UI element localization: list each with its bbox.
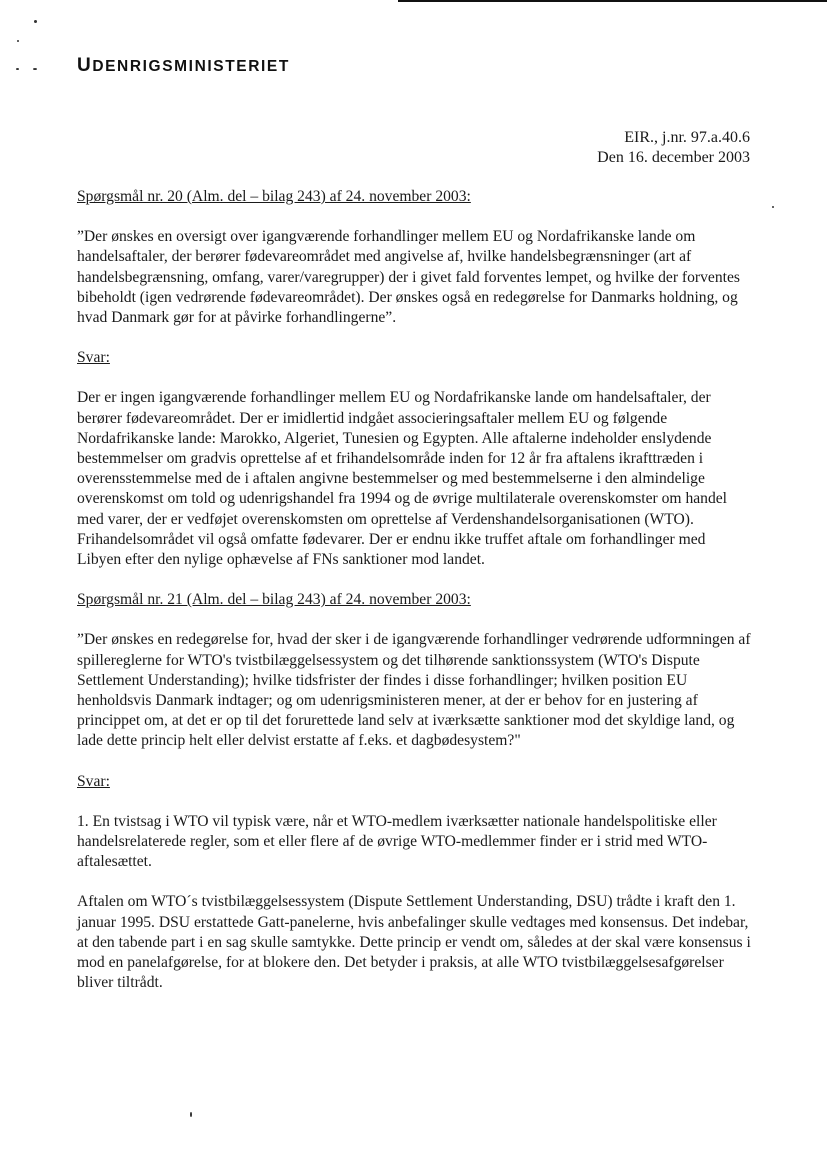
scan-speck xyxy=(33,68,37,70)
reference-block xyxy=(597,128,750,168)
question-21-heading: Spørgsmål nr. 21 (Alm. del – bilag 243) af 24. november 2003: xyxy=(77,591,471,609)
ministry-name xyxy=(77,55,290,77)
ministry-initial: U xyxy=(77,55,93,76)
reference-number: EIR., j.nr. 97.a.40.6 xyxy=(624,129,750,146)
top-border-line xyxy=(398,0,827,2)
scan-speck xyxy=(17,40,19,42)
scan-speck xyxy=(772,206,774,208)
document-body xyxy=(77,187,752,1014)
question-20-heading: Spørgsmål nr. 20 (Alm. del – bilag 243) af 24. november 2003: xyxy=(77,188,471,205)
scan-speck xyxy=(16,68,19,70)
document-date: Den 16. december 2003 xyxy=(597,149,750,166)
question-21-text: ”Der ønskes en redegørelse for, hvad der sker i de igangværende forhandlinger vedrørende udformningen af spillereglerne for WTO's tvistbilæggelsessystem og det tilhørende sanktionssystem (WTO's Dispute Settlement Understanding); hvilke tidsfrister der findes i disse forhandlinger; hvilken position EU henholdsvis Danmark indtager; og om udenrigsministeren mener, at der er behov for en justering af princippet om, at det er op til det forurettede land selv at iværksætte sanktioner mod det skyldige land, og lade dette princip helt eller delvist erstatte af f.eks. et dagbødesystem?" xyxy=(77,631,751,750)
answer-21-paragraph-1: 1. En tvistsag i WTO vil typisk være, når et WTO-medlem iværksætter nationale handelspolitiske eller handelsrelaterede regler, som et eller flere af de øvrige WTO-medlemmer finder er i strid med WTO-aftalesættet. xyxy=(77,812,717,871)
question-20-text: ”Der ønskes en oversigt over igangværende forhandlinger mellem EU og Nordafrikanske lande om handelsaftaler, der berører fødevareområdet med angivelse af, hvilke handelsbegrænsninger (art af handelsbegrænsning, omfang, varer/varegrupper) der i givet fald forventes lempet, og hvilke der forventes bibeholdt (igen vedrørende fødevareområdet). Der ønskes også en redegørelse for Danmarks holdning, og hvad Danmark gør for at påvirke forhandlingerne”. xyxy=(77,228,740,327)
scan-speck xyxy=(34,20,37,23)
answer-20-heading: Svar: xyxy=(77,349,110,367)
answer-21-heading: Svar: xyxy=(77,772,110,790)
scan-speck xyxy=(190,1112,192,1117)
answer-21-paragraph-2: Aftalen om WTO´s tvistbilæggelsessystem (Dispute Settlement Understanding, DSU) trådte i kraft den 1. januar 1995. DSU erstattede Gatt-panelerne, hvis anbefalinger skulle vedtages med konsensus. Det indebar, at den tabende part i en sag skulle samtykke. Dette princip er vendt om, således at der skal være konsensus i mod en panelafgørelse, for at blokere den. Det betyder i praksis, at alle WTO tvistbilæggelsesafgørelser bliver tiltrådt. xyxy=(77,893,751,992)
ministry-rest: DENRIGSMINISTERIET xyxy=(92,58,290,75)
answer-20-text: Der er ingen igangværende forhandlinger mellem EU og Nordafrikanske lande om handelsaftaler, der berører fødevareområdet. Der er imidlertid indgået associeringsaftaler mellem EU og følgende Nordafrikanske lande: Marokko, Algeriet, Tunesien og Egypten. Alle aftalerne indeholder enslydende bestemmelser om gradvis oprettelse af et frihandelsområde inden for 12 år fra aftalens ikrafttræden i overensstemmelse med de i aftalen angivne bestemmelser og med bestemmelserne i den almindelige overenskomst om told og udenrigshandel fra 1994 og de øvrige multilaterale overenskomster om handel med varer, der er vedføjet overenskomsten om oprettelse af Verdenshandelsorganisationen (WTO). Frihandelsområdet vil også omfatte fødevarer. Der er endnu ikke truffet aftale om forhandlinger med Libyen efter den nylige ophævelse af FNs sanktioner mod landet. xyxy=(77,389,728,569)
